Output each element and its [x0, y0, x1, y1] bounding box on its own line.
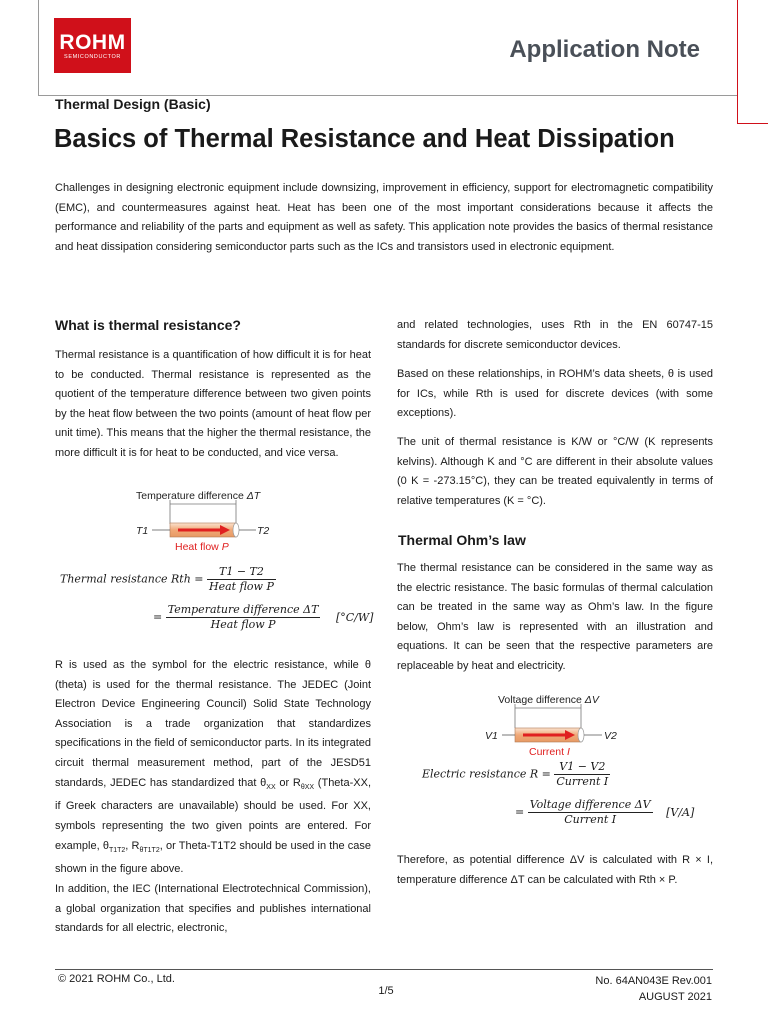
- footer-divider: [55, 969, 713, 970]
- section-heading-thermal-ohms-law: Thermal Ohm’s law: [398, 532, 526, 548]
- rohm-logo: [54, 18, 131, 73]
- thermal-equation-1: [60, 565, 276, 594]
- intro-paragraph: Challenges in designing electronic equipment include downsizing, improvement in efficiency, support for electromagnetic compatibility (EMC), and countermeasures against heat. Heat has been one of the most important considerations because it affects the performance and reliability of the parts and equipment as well as safety. This application note provides the basics of thermal resistance and heat dissipation considering semiconductor parts such as the ICs and transistors used in electronic equipment.: [55, 182, 713, 253]
- rod-end-cap: [233, 523, 239, 537]
- eq4-equals: =: [515, 805, 525, 819]
- doc-type-label: Application Note: [509, 36, 700, 63]
- rod-end-cap: [578, 728, 584, 742]
- eq2-denominator: Heat flow P: [210, 618, 276, 631]
- eq1-lhs: Thermal resistance Rth =: [60, 572, 204, 586]
- eq2-equals: =: [153, 610, 163, 624]
- eq2-unit: [°C/W]: [335, 610, 374, 624]
- temperature-difference-label: Temperature difference ΔT: [136, 490, 261, 502]
- t2-label: T2: [257, 525, 270, 537]
- copyright: © 2021 ROHM Co., Ltd.: [58, 973, 175, 985]
- left-paragraph-3: In addition, the IEC (International Electrotechnical Commission), a global organization that specifies and publishes international standards for all electric, electronic,: [55, 883, 371, 935]
- v1-label: V1: [485, 730, 498, 742]
- eq3-denominator: Current I: [556, 775, 609, 788]
- right-paragraph-3: The unit of thermal resistance is K/W or °C/W (K represents kelvins). Although K and °C are different in their absolute values (0 K = -273.15°C), they can be treated equivalently in terms of relative temperatures (K = °C).: [397, 436, 713, 507]
- electric-equation-2: [515, 798, 694, 827]
- eq1-numerator: T1 − T2: [207, 565, 276, 580]
- eq4-unit: [V/A]: [666, 805, 695, 819]
- document-number: No. 64AN043E Rev.001: [595, 975, 712, 987]
- category-heading: Thermal Design (Basic): [55, 96, 211, 112]
- eq2-fraction: [166, 603, 321, 632]
- header-frame-vertical: [38, 0, 39, 95]
- eq3-lhs: Electric resistance R =: [422, 767, 551, 781]
- eq3-fraction: [554, 760, 610, 789]
- right-paragraph-5: Therefore, as potential difference ΔV is calculated with R × I, temperature difference ΔT can be calculated with Rth × P.: [397, 854, 713, 886]
- eq4-numerator: Voltage difference ΔV: [529, 798, 651, 811]
- page-number: 1/5: [378, 985, 394, 997]
- electric-figure: [478, 690, 638, 760]
- thermal-equation-2: [153, 603, 373, 632]
- corner-accent-horizontal: [737, 123, 768, 124]
- t1-label: T1: [136, 525, 149, 537]
- voltage-difference-label: Voltage difference ΔV: [498, 694, 599, 706]
- eq1-fraction: [207, 565, 276, 594]
- right-paragraph-2: Based on these relationships, in ROHM’s data sheets, θ is used for ICs, while Rth is used for discrete devices (with some exceptions).: [397, 368, 713, 420]
- section-heading-thermal-resistance: What is thermal resistance?: [55, 317, 241, 333]
- publication-date: AUGUST 2021: [638, 991, 712, 1003]
- right-paragraph-4: The thermal resistance can be considered in the same way as the electric resistance. The basic formulas of thermal calculation can be treated in the same way as Ohm’s law. In the figure below, Ohm’s law is represented with an illustration and equations. It can be seen that the respective parameters are replaceable by heat and electricity.: [397, 562, 713, 672]
- v2-label: V2: [604, 730, 617, 742]
- eq4-denominator: Current I: [564, 813, 617, 826]
- eq3-numerator: V1 − V2: [554, 760, 610, 775]
- thermal-figure: [130, 486, 330, 556]
- corner-accent-vertical: [737, 0, 738, 124]
- logo-subtext: SEMICONDUCTOR: [64, 54, 121, 60]
- left-paragraph-1: Thermal resistance is a quantification of how difficult it is for heat to be conducted. Thermal resistance is represented as the quotient of the temperature difference between two given points by the heat flow between the two points (amount of heat flow per unit time). This means that the higher the thermal resistance, the more difficult it is for heat to be conducted, and vice versa.: [55, 349, 371, 459]
- heat-flow-label: Heat flow P: [175, 541, 229, 553]
- eq1-denominator: Heat flow P: [209, 580, 274, 593]
- eq4-fraction: [528, 798, 653, 827]
- page-title: Basics of Thermal Resistance and Heat Dissipation: [54, 125, 675, 153]
- eq2-numerator: Temperature difference ΔT: [167, 603, 319, 616]
- left-paragraph-2: R is used as the symbol for the electric resistance, while θ (theta) is used for the thermal resistance. The JEDEC (Joint Electron Device Engineering Council) Solid State Technology Association is a trade organization that standardizes specifications in the field of semiconductor parts. In its integrated circuit thermal measurement method, part of the JESD51 standards, JEDEC has standardized that $\theta_{XX}$ or $R_{\theta XX}$ (Theta-XX, if Greek characters are unavailable) should be used. For XX, symbols representing the two given points are entered. For example, $\theta_{T1T2}$, $R_{\theta T1T2}$, or Theta-T1T2 should be used in the case shown in the figure above.: [55, 659, 371, 876]
- electric-equation-1: [422, 760, 610, 789]
- current-label: Current I: [529, 746, 570, 758]
- logo-text: ROHM: [59, 31, 126, 54]
- right-paragraph-1: and related technologies, uses Rth in the EN 60747-15 standards for discrete semiconductor devices.: [397, 319, 713, 351]
